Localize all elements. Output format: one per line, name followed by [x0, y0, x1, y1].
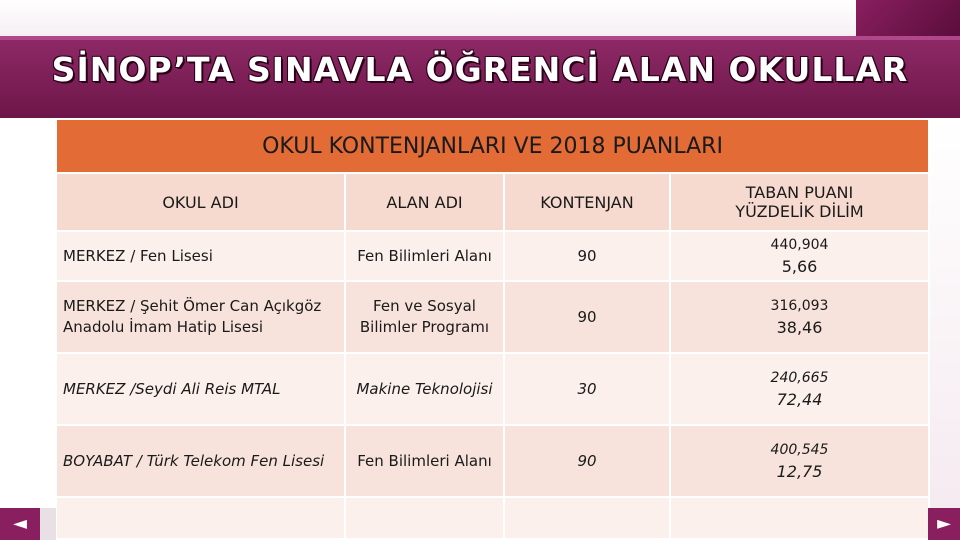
column-header-quota: KONTENJAN — [504, 173, 670, 231]
table-caption: OKUL KONTENJANLARI VE 2018 PUANLARI — [56, 119, 929, 173]
area-name: Fen Bilimleri Alanı — [345, 231, 504, 281]
score-cell — [670, 281, 929, 353]
table-row — [56, 281, 929, 353]
empty-cell — [670, 497, 929, 539]
left-margin — [0, 118, 55, 540]
column-header-score-line2: YÜZDELİK DİLİM — [735, 202, 864, 221]
empty-cell — [504, 497, 670, 539]
school-name: BOYABAT / Türk Telekom Fen Lisesi — [56, 425, 345, 497]
table-row — [56, 425, 929, 497]
top-decoration — [0, 0, 856, 36]
title-band-accent — [0, 36, 960, 40]
previous-slide-button[interactable] — [0, 508, 40, 540]
quota-value: 30 — [504, 353, 670, 425]
triangle-left-icon: ◄ — [13, 513, 27, 534]
column-header-area: ALAN ADI — [345, 173, 504, 231]
nav-plate — [40, 508, 56, 540]
score-cell — [670, 425, 929, 497]
next-slide-button[interactable] — [928, 508, 960, 540]
quota-value: 90 — [504, 281, 670, 353]
percentile: 12,75 — [776, 462, 823, 481]
quota-value: 90 — [504, 425, 670, 497]
base-score: 240,665 — [770, 370, 829, 386]
percentile: 5,66 — [781, 257, 818, 276]
percentile: 38,46 — [776, 318, 823, 337]
score-cell — [670, 231, 929, 281]
school-name: MERKEZ / Fen Lisesi — [56, 231, 345, 281]
table-header-row — [56, 173, 929, 231]
percentile: 72,44 — [776, 390, 823, 409]
empty-cell — [345, 497, 504, 539]
column-header-score-line1: TABAN PUANI — [745, 183, 854, 202]
quota-value: 90 — [504, 231, 670, 281]
table-row-empty — [56, 497, 929, 539]
area-name: Fen Bilimleri Alanı — [345, 425, 504, 497]
base-score: 440,904 — [770, 237, 829, 253]
table-row — [56, 231, 929, 281]
base-score: 400,545 — [770, 442, 829, 458]
base-score: 316,093 — [770, 298, 829, 314]
column-header-score — [670, 173, 929, 231]
school-name: MERKEZ /Seydi Ali Reis MTAL — [56, 353, 345, 425]
page-title: SİNOP’TA SINAVLA ÖĞRENCİ ALAN OKULLAR — [51, 50, 909, 89]
area-name: Makine Teknolojisi — [345, 353, 504, 425]
column-header-school: OKUL ADI — [56, 173, 345, 231]
score-cell — [670, 353, 929, 425]
right-margin — [928, 118, 960, 540]
table-row — [56, 353, 929, 425]
empty-cell — [56, 497, 345, 539]
school-name: MERKEZ / Şehit Ömer Can Açıkgöz Anadolu İmam Hatip Lisesi — [56, 281, 345, 353]
school-scores-table — [55, 118, 930, 540]
triangle-right-icon: ► — [937, 513, 951, 534]
area-name: Fen ve Sosyal Bilimler Programı — [345, 281, 504, 353]
